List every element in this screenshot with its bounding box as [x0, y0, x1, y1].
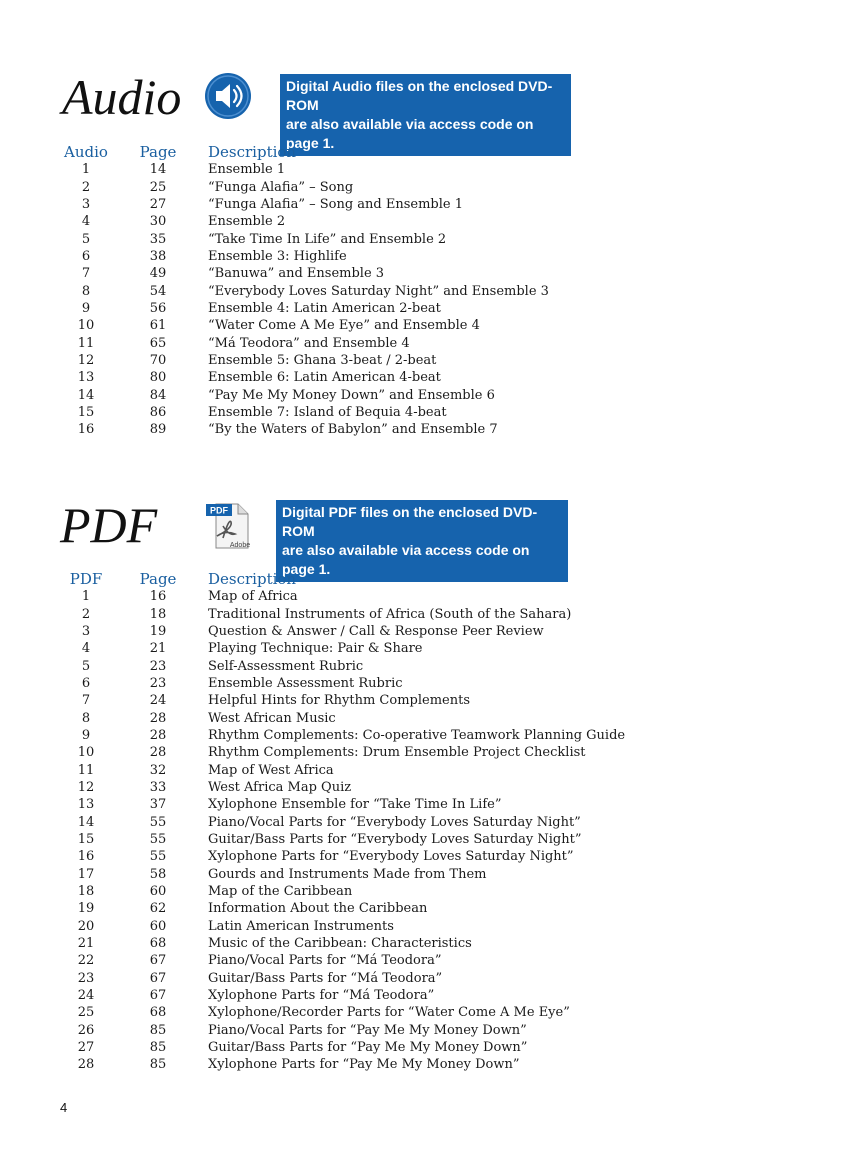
table-row — [44, 230, 549, 247]
row-description: Piano/Vocal Parts for “Pay Me My Money Down” — [208, 1022, 527, 1038]
row-page: 85 — [149, 1022, 167, 1038]
table-row — [44, 1004, 625, 1021]
row-number: 14 — [77, 814, 95, 830]
row-number: 20 — [77, 918, 95, 934]
row-number: 6 — [81, 248, 91, 264]
row-number: 2 — [81, 179, 91, 195]
table-row — [44, 900, 625, 917]
row-description: Self-Assessment Rubric — [208, 658, 364, 674]
row-description: Piano/Vocal Parts for “Má Teodora” — [208, 953, 442, 969]
row-number: 28 — [77, 1057, 95, 1073]
table-row — [44, 866, 625, 883]
table-row — [44, 952, 625, 969]
row-page: 18 — [149, 606, 167, 622]
row-description: Rhythm Complements: Drum Ensemble Project Checklist — [208, 745, 586, 761]
row-number: 9 — [81, 300, 91, 316]
table-row — [44, 196, 549, 213]
row-description: Ensemble 1 — [208, 162, 286, 178]
table-row — [44, 813, 625, 830]
row-description: Xylophone/Recorder Parts for “Water Come A Me Eye” — [208, 1005, 570, 1021]
row-description: Ensemble 5: Ghana 3-beat / 2-beat — [208, 352, 437, 368]
audio-col-header: Audio — [64, 142, 108, 161]
table-row — [44, 796, 625, 813]
row-description: Ensemble 7: Island of Bequia 4-beat — [208, 404, 447, 420]
row-page: 86 — [149, 404, 167, 420]
row-description: Ensemble 4: Latin American 2-beat — [208, 300, 441, 316]
row-number: 10 — [77, 318, 95, 334]
adobe-label: Adobe — [229, 542, 251, 549]
table-row — [44, 657, 625, 674]
table-row — [44, 918, 625, 935]
table-row — [44, 779, 625, 796]
table-row — [44, 605, 625, 622]
row-number: 4 — [81, 641, 91, 657]
row-page: 54 — [149, 283, 167, 299]
row-number: 9 — [81, 727, 91, 743]
row-description: Map of West Africa — [208, 762, 334, 778]
row-page: 37 — [149, 797, 167, 813]
row-page: 49 — [149, 266, 167, 282]
row-number: 22 — [77, 953, 95, 969]
row-description: Ensemble Assessment Rubric — [208, 675, 403, 691]
row-number: 11 — [77, 335, 95, 351]
table-row — [44, 352, 549, 369]
row-number: 17 — [77, 866, 95, 882]
table-row — [44, 761, 625, 778]
pdf-file-icon — [206, 502, 254, 550]
row-description: Xylophone Parts for “Everybody Loves Saturday Night” — [208, 849, 574, 865]
table-row — [44, 987, 625, 1004]
row-description: Traditional Instruments of Africa (South of the Sahara) — [208, 606, 572, 622]
row-description: “Water Come A Me Eye” and Ensemble 4 — [208, 318, 480, 334]
table-row — [44, 300, 549, 317]
row-page: 24 — [149, 693, 167, 709]
row-page: 61 — [149, 318, 167, 334]
row-description: Latin American Instruments — [208, 918, 394, 934]
row-number: 15 — [77, 404, 95, 420]
table-row — [44, 709, 625, 726]
pdf-table-header — [44, 570, 625, 588]
row-description: Information About the Caribbean — [208, 901, 428, 917]
row-page: 28 — [149, 710, 167, 726]
table-row — [44, 178, 549, 195]
row-description: Gourds and Instruments Made from Them — [208, 866, 487, 882]
row-page: 80 — [149, 370, 167, 386]
row-number: 6 — [81, 675, 91, 691]
description-col-header: Description — [208, 142, 297, 161]
row-number: 16 — [77, 849, 95, 865]
row-number: 21 — [77, 936, 95, 952]
row-description: Guitar/Bass Parts for “Pay Me My Money Down” — [208, 1040, 528, 1056]
row-page: 70 — [149, 352, 167, 368]
table-row — [44, 265, 549, 282]
row-page: 85 — [149, 1040, 167, 1056]
table-row — [44, 421, 549, 438]
row-description: Ensemble 2 — [208, 214, 286, 230]
row-number: 7 — [81, 266, 91, 282]
row-page: 60 — [149, 918, 167, 934]
row-number: 5 — [81, 658, 91, 674]
row-page: 56 — [149, 300, 167, 316]
row-page: 33 — [149, 779, 167, 795]
row-description: Playing Technique: Pair & Share — [208, 641, 423, 657]
row-number: 12 — [77, 779, 95, 795]
row-number: 1 — [81, 589, 91, 605]
row-description: Xylophone Ensemble for “Take Time In Life” — [208, 797, 502, 813]
table-row — [44, 970, 625, 987]
row-page: 89 — [149, 422, 167, 438]
table-row — [44, 675, 625, 692]
row-description: “Everybody Loves Saturday Night” and Ensemble 3 — [208, 283, 549, 299]
row-description: Guitar/Bass Parts for “Má Teodora” — [208, 970, 443, 986]
row-number: 27 — [77, 1040, 95, 1056]
table-row — [44, 161, 549, 178]
row-description: Ensemble 3: Highlife — [208, 248, 347, 264]
row-page: 55 — [149, 814, 167, 830]
row-number: 11 — [77, 762, 95, 778]
row-page: 23 — [149, 675, 167, 691]
table-row — [44, 623, 625, 640]
table-row — [44, 334, 549, 351]
row-description: West Africa Map Quiz — [208, 779, 352, 795]
row-page: 21 — [149, 641, 167, 657]
row-number: 13 — [77, 370, 95, 386]
row-number: 5 — [81, 231, 91, 247]
row-description: Ensemble 6: Latin American 4-beat — [208, 370, 441, 386]
row-description: “Banuwa” and Ensemble 3 — [208, 266, 385, 282]
row-page: 84 — [149, 387, 167, 403]
row-page: 16 — [149, 589, 167, 605]
row-description: Map of Africa — [208, 589, 298, 605]
row-description: Rhythm Complements: Co-operative Teamwork Planning Guide — [208, 727, 626, 743]
row-description: “Funga Alafia” – Song — [208, 179, 354, 195]
row-number: 2 — [81, 606, 91, 622]
row-description: Xylophone Parts for “Pay Me My Money Down” — [208, 1057, 520, 1073]
table-row — [44, 744, 625, 761]
table-row — [44, 831, 625, 848]
pdf-icon-label: PDF — [210, 505, 228, 516]
row-number: 8 — [81, 283, 91, 299]
table-row — [44, 727, 625, 744]
row-description: “Take Time In Life” and Ensemble 2 — [208, 231, 447, 247]
pdf-notice-line2: are also available via access code on page 1. — [282, 542, 530, 577]
row-page: 68 — [149, 1005, 167, 1021]
row-description: Guitar/Bass Parts for “Everybody Loves Saturday Night” — [208, 831, 582, 847]
row-number: 26 — [77, 1022, 95, 1038]
row-description: Piano/Vocal Parts for “Everybody Loves Saturday Night” — [208, 814, 581, 830]
row-number: 8 — [81, 710, 91, 726]
table-row — [44, 883, 625, 900]
pdf-section-title: PDF — [60, 497, 158, 553]
row-page: 19 — [149, 623, 167, 639]
audio-notice-line2: are also available via access code on page 1. — [286, 116, 534, 151]
row-number: 7 — [81, 693, 91, 709]
row-page: 85 — [149, 1057, 167, 1073]
row-description: “Funga Alafia” – Song and Ensemble 1 — [208, 196, 464, 212]
table-row — [44, 1056, 625, 1073]
table-row — [44, 1022, 625, 1039]
row-number: 24 — [77, 988, 95, 1004]
row-page: 58 — [149, 866, 167, 882]
table-row — [44, 640, 625, 657]
row-number: 23 — [77, 970, 95, 986]
row-page: 68 — [149, 936, 167, 952]
row-number: 14 — [77, 387, 95, 403]
pdf-file-table — [44, 570, 625, 1074]
row-number: 18 — [77, 884, 95, 900]
audio-table-header — [44, 143, 549, 161]
row-number: 15 — [77, 831, 95, 847]
row-number: 4 — [81, 214, 91, 230]
row-page: 30 — [149, 214, 167, 230]
row-page: 28 — [149, 727, 167, 743]
row-number: 13 — [77, 797, 95, 813]
row-number: 1 — [81, 162, 91, 178]
row-number: 3 — [81, 623, 91, 639]
row-description: “By the Waters of Babylon” and Ensemble 7 — [208, 422, 498, 438]
row-number: 10 — [77, 745, 95, 761]
table-row — [44, 248, 549, 265]
row-number: 16 — [77, 422, 95, 438]
page-number: 4 — [60, 1100, 68, 1115]
pdf-col-header: PDF — [69, 569, 103, 588]
row-page: 32 — [149, 762, 167, 778]
speaker-icon — [204, 72, 252, 120]
page-col-header: Page — [139, 142, 177, 161]
row-page: 38 — [149, 248, 167, 264]
row-number: 19 — [77, 901, 95, 917]
row-page: 25 — [149, 179, 167, 195]
row-page: 55 — [149, 831, 167, 847]
audio-track-table — [44, 143, 549, 439]
table-row — [44, 317, 549, 334]
row-page: 62 — [149, 901, 167, 917]
table-row — [44, 692, 625, 709]
row-description: West African Music — [208, 710, 336, 726]
row-page: 67 — [149, 953, 167, 969]
row-page: 60 — [149, 884, 167, 900]
row-page: 14 — [149, 162, 167, 178]
page-col-header: Page — [139, 569, 177, 588]
row-description: Xylophone Parts for “Má Teodora” — [208, 988, 435, 1004]
row-description: “Pay Me My Money Down” and Ensemble 6 — [208, 387, 495, 403]
table-row — [44, 404, 549, 421]
table-row — [44, 213, 549, 230]
table-row — [44, 935, 625, 952]
row-page: 27 — [149, 196, 167, 212]
row-page: 67 — [149, 988, 167, 1004]
row-page: 55 — [149, 849, 167, 865]
row-page: 65 — [149, 335, 167, 351]
row-description: “Má Teodora” and Ensemble 4 — [208, 335, 410, 351]
row-description: Question & Answer / Call & Response Peer Review — [208, 623, 544, 639]
row-page: 28 — [149, 745, 167, 761]
audio-notice-line1: Digital Audio files on the enclosed DVD-ROM — [286, 78, 553, 113]
row-page: 67 — [149, 970, 167, 986]
pdf-notice-line1: Digital PDF files on the enclosed DVD-ROM — [282, 504, 538, 539]
row-number: 3 — [81, 196, 91, 212]
row-description: Helpful Hints for Rhythm Complements — [208, 693, 470, 709]
table-row — [44, 369, 549, 386]
table-row — [44, 588, 625, 605]
row-page: 35 — [149, 231, 167, 247]
audio-section-title: Audio — [62, 69, 182, 125]
row-page: 23 — [149, 658, 167, 674]
row-number: 25 — [77, 1005, 95, 1021]
description-col-header: Description — [208, 569, 297, 588]
table-row — [44, 282, 549, 299]
row-description: Map of the Caribbean — [208, 884, 353, 900]
row-description: Music of the Caribbean: Characteristics — [208, 936, 472, 952]
table-row — [44, 386, 549, 403]
row-number: 12 — [77, 352, 95, 368]
table-row — [44, 1039, 625, 1056]
table-row — [44, 848, 625, 865]
